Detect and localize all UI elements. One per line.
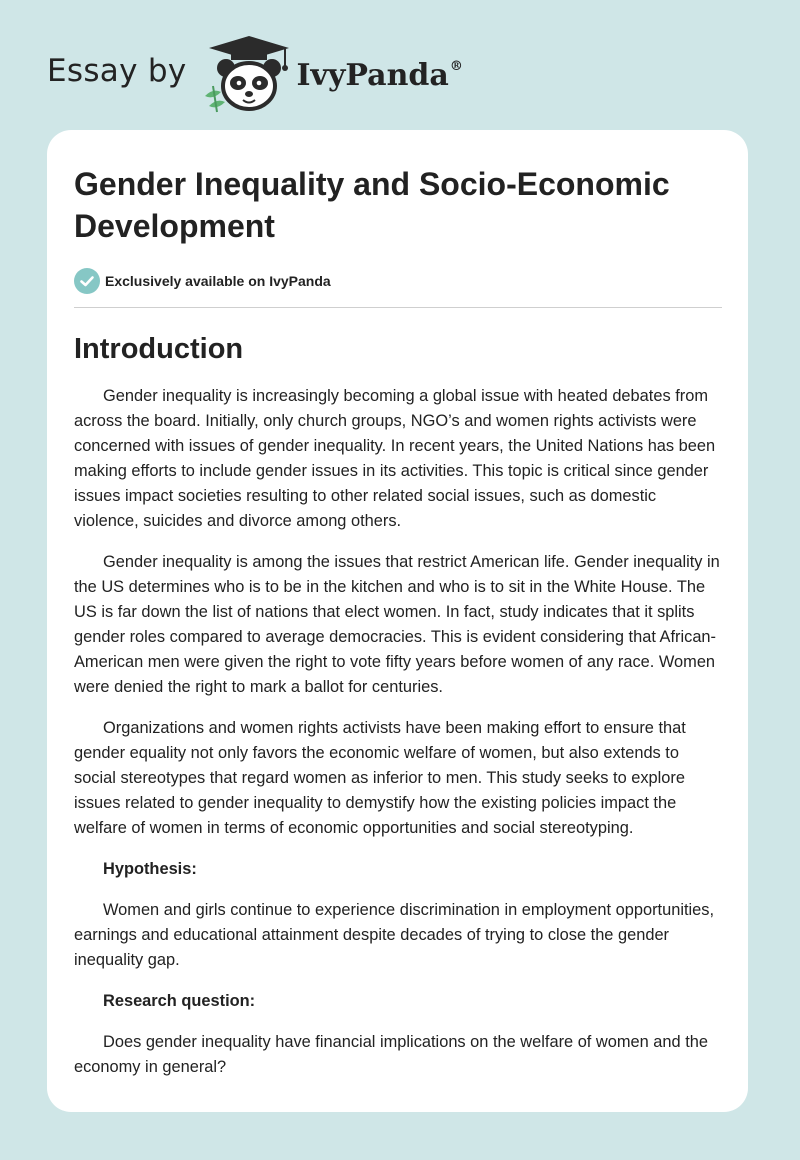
- check-circle-icon: [74, 268, 100, 294]
- panda-graduate-icon: [199, 34, 295, 114]
- brand-header[interactable]: [47, 34, 463, 114]
- section-heading-introduction: Introduction: [74, 333, 244, 365]
- body-paragraph: Gender inequality is increasingly becoming a global issue with heated debates from across the board. Initially, only church groups, NGO’s and women rights activists were concerned with issues of gender inequality. In recent years, the United Nations has been making efforts to include gender issues in its activities. This topic is critical since gender issues impact societies resulting to other related social issues, such as domestic violence, suicides and divorce among others.: [74, 387, 716, 530]
- divider: [74, 307, 722, 308]
- body-paragraph: Organizations and women rights activists have been making effort to ensure that gender equality not only favors the economic welfare of women, but also extends to social stereotypes that regard women as inferior to men. This study seeks to explore issues related to gender inequality to demystify how the existing policies impact the welfare of women in terms of economic opportunities and social stereotyping.: [74, 719, 686, 837]
- exclusive-badge: [74, 268, 722, 294]
- hypothesis-label: Hypothesis:: [103, 860, 197, 878]
- exclusive-label: Exclusively available on IvyPanda: [105, 273, 331, 289]
- research-question-text: Does gender inequality have financial implications on the welfare of women and the economy in general?: [74, 1033, 708, 1076]
- brand-name: IvyPanda®: [296, 57, 463, 93]
- brand-prefix: Essay by: [47, 53, 187, 89]
- body-paragraph: Gender inequality is among the issues that restrict American life. Gender inequality in the US determines who is to be in the kitchen and who is to sit in the White House. The US is far down the list of nations that elect women. In fact, study indicates that it splits gender roles compared to average democracies. This is evident considering that African-American men were given the right to vote fifty years before women of any race. Women were denied the right to mark a ballot for centuries.: [74, 553, 720, 696]
- page-title: Gender Inequality and Socio-Economic Development: [74, 166, 670, 244]
- essay-card: [47, 130, 748, 1112]
- registered-mark: ®: [449, 58, 463, 74]
- research-question-label: Research question:: [103, 992, 256, 1010]
- hypothesis-text: Women and girls continue to experience discrimination in employment opportunities, earnings and educational attainment despite decades of trying to close the gender inequality gap.: [74, 901, 715, 969]
